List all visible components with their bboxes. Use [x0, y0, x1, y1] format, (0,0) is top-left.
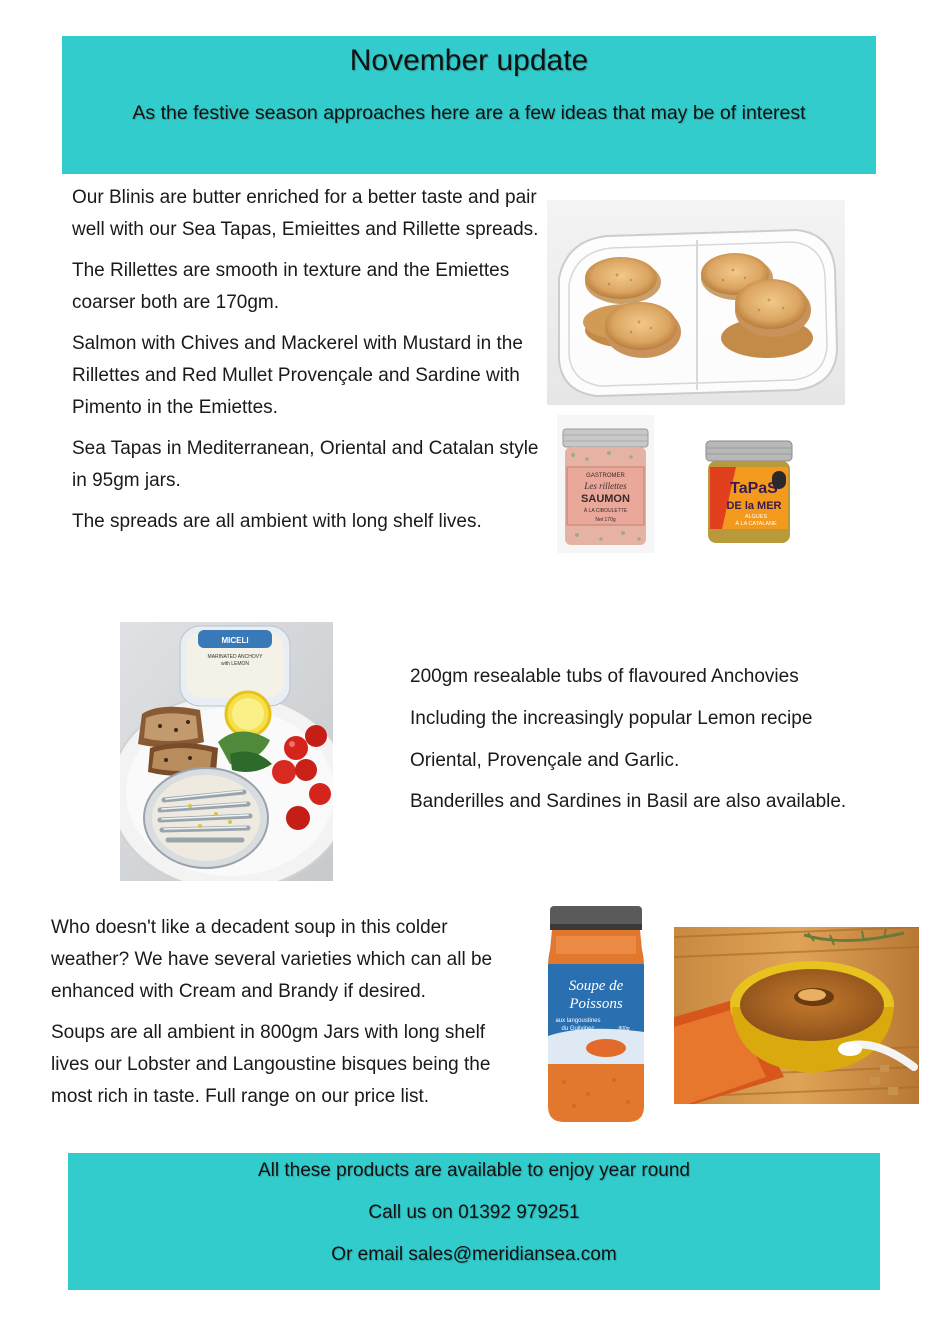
- spreads-text: [72, 182, 542, 538]
- paragraph-sea-tapas: Sea Tapas in Mediterranean, Oriental and Catalan style in 95gm jars.: [72, 438, 539, 491]
- rillettes-weight: Net 170g: [595, 517, 616, 523]
- footer-email[interactable]: Or email sales@meridiansea.com: [331, 1244, 617, 1265]
- page-subtitle: As the festive season approaches here are a few ideas that may be of interest: [132, 102, 806, 124]
- footer-phone[interactable]: Call us on 01392 979251: [368, 1202, 580, 1223]
- soup-jar-line4: du Guilvinec: [561, 1026, 595, 1032]
- paragraph-shelf-life: The spreads are all ambient with long shelf lives.: [72, 511, 482, 532]
- anchovies-line-1: 200gm resealable tubs of flavoured Anchovies: [410, 666, 799, 687]
- soup-jar-weight: 800g: [618, 1026, 630, 1032]
- soup-jar-line2: Poissons: [569, 996, 623, 1012]
- anchovies-photo: [120, 622, 333, 881]
- soup-jar-line3: aux langoustines: [555, 1018, 601, 1024]
- paragraph-soup-varieties: Who doesn't like a decadent soup in this colder weather? We have several varieties which can all be enhanced with Cream and Brandy if desired.: [51, 917, 493, 1002]
- soup-jar-photo: [544, 906, 648, 1124]
- anchovies-line-3: Oriental, Provençale and Garlic.: [410, 750, 680, 771]
- anchovies-line-4: Banderilles and Sardines in Basil are also available.: [410, 791, 847, 812]
- tub-line2: with LEMON: [220, 661, 250, 667]
- rillettes-line2: SAUMON: [581, 493, 630, 505]
- tapas-line3: ALGUES: [744, 514, 768, 520]
- tapas-line2: DE la MER: [726, 500, 782, 512]
- anchovies-line-2: Including the increasingly popular Lemon recipe: [410, 708, 813, 729]
- blinis-photo: [547, 200, 845, 405]
- rillettes-jar-photo: [557, 415, 654, 553]
- tapas-jar-photo: [700, 437, 798, 547]
- soup-bowl-photo: [674, 927, 919, 1104]
- tub-line1: MARINATED ANCHOVY: [207, 654, 263, 660]
- soup-jar-line1: Soupe de: [568, 978, 624, 994]
- paragraph-rillettes: The Rillettes are smooth in texture and the Emiettes coarser both are 170gm.: [72, 260, 510, 313]
- tub-brand: MICELI: [221, 636, 249, 645]
- paragraph-blinis: Our Blinis are butter enriched for a better taste and pair well with our Sea Tapas, Emieittes and Rillette spreads.: [72, 187, 539, 240]
- tapas-line1: TaPaS: [730, 480, 778, 497]
- rillettes-line1: Les rillettes: [584, 481, 627, 491]
- tapas-line4: À LA CATALANE: [735, 521, 777, 527]
- rillettes-line3: À LA CIBOULETTE: [583, 508, 628, 514]
- rillettes-brand: GASTROMER: [586, 473, 625, 479]
- paragraph-flavours: Salmon with Chives and Mackerel with Mustard in the Rillettes and Red Mullet Provençale and Sardine with Pimento in the Emiettes.: [72, 333, 523, 418]
- soups-text: [51, 912, 521, 1113]
- page-title: November update: [349, 44, 589, 77]
- paragraph-soup-shelf-life: Soups are all ambient in 800gm Jars with long shelf lives our Lobster and Langoustine bisques being the most rich in taste. Full range on our price list.: [51, 1022, 491, 1107]
- footer-availability: All these products are available to enjoy year round: [258, 1160, 690, 1181]
